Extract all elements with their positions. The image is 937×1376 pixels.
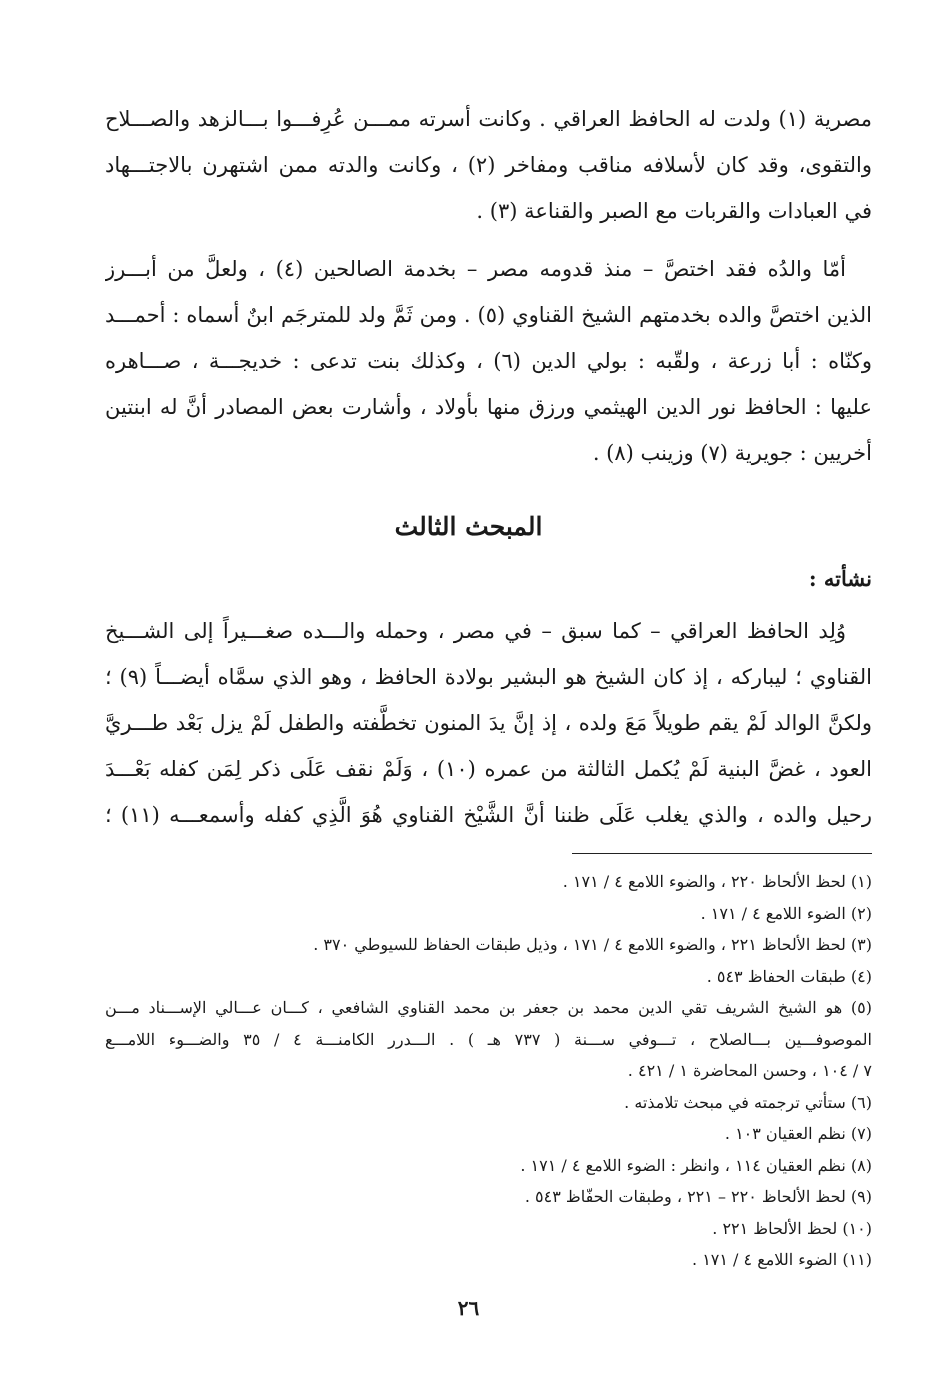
paragraph-father (105, 246, 872, 476)
text-line: أخريين : جويرية (٧) وزينب (٨) . (592, 441, 872, 465)
text-line: وُلِد الحافظ العراقي – كما سبق – في مصر ، وحمله والـــده صغـــيراً إلى الشـــيخ (105, 619, 846, 643)
footnote: (١) لحظ الألحاظ ٢٢٠ ، والضوء اللامع ٤ / ١٧١ . (562, 872, 872, 891)
text-line: والتقوى، وقد كان لأسلافه مناقب ومفاخر (٢) ، وكانت والدته ممن اشتهرن بالاجتـــهاد (105, 153, 872, 177)
footnote: (٣) لحظ الألحاظ ٢٢١ ، والضوء اللامع ٤ / ١٧١ ، وذيل طبقات الحفاظ للسيوطي ٣٧٠ . (313, 935, 872, 954)
page-number: ٢٦ (457, 1296, 480, 1320)
text-line: ولكنَّ الوالد لَمْ يقم طويلاً مَعَ ولده ، إذ إنَّ يدَ المنون تخطَّفته والطفل لَمْ يزل بَعْد طـــريَّ (105, 711, 872, 735)
text-line: رحيل والده ، والذي يغلب عَلَى ظننا أنَّ الشَّيْخ القناوي هُوَ الَّذِي كفله وأسمعـــه (١١) ؛ (105, 803, 872, 827)
footnote: (٦) ستأتي ترجمته في مبحث تلامذته . (624, 1092, 872, 1112)
text-line: عليها : الحافظ نور الدين الهيثمي ورزق منها بأولاد ، وأشارت بعض المصادر أنَّ له ابنتين (105, 395, 872, 419)
text-line: وكنّاه : أبا زرعة ، ولقّبه : بولي الدين (٦) ، وكذلك بنت تدعى : خديجـــة ، صـــاهره (105, 349, 872, 373)
footnote-separator (572, 853, 872, 854)
footnote: (٢) الضوء اللامع ٤ / ١٧١ . (700, 903, 872, 923)
footnote: (٨) نظم العقيان ١١٤ ، وانظر : الضوء اللامع ٤ / ١٧١ . (520, 1155, 872, 1175)
footnote: (١٠) لحظ الألحاظ ٢٢١ . (712, 1218, 872, 1238)
paragraph-family (105, 96, 872, 234)
text-line: القناوي ؛ ليباركه ، إذ كان الشيخ هو البشير بولادة الحافظ ، وهو الذي سمَّاه أيضـــاً (٩) ؛ (105, 665, 872, 689)
footnote-continuation: ٧ / ١٠٤ ، وحسن المحاضرة ١ / ٤٢١ . (627, 1061, 872, 1080)
footnote: (٥) هو الشيخ الشريف تقي الدين محمد بن جعفر بن محمد القناوي الشافعي ، كـــان عـــالي الإســـناد مـــن (105, 998, 872, 1017)
footnote-continuation: الموصوفـــين بـــالصلاح ، تـــوفي ســـنة ( ٧٣٧ هـ ) . الـــدرر الكامنـــة ٤ / ٣٥ والضـــوء اللامـــع (105, 1029, 872, 1049)
footnote: (٤) طبقات الحفاظ ٥٤٣ . (706, 966, 872, 986)
footnote: (٧) نظم العقيان ١٠٣ . (724, 1124, 872, 1143)
paragraph-upbringing (105, 608, 872, 838)
subheading: نشأته : (808, 566, 872, 591)
footnotes (105, 866, 872, 1276)
footnote: (١١) الضوء اللامع ٤ / ١٧١ . (692, 1250, 872, 1269)
footnote: (٩) لحظ الألحاظ ٢٢٠ – ٢٢١ ، وطبقات الحفّاظ ٥٤٣ . (524, 1187, 872, 1206)
text-line: في العبادات والقربات مع الصبر والقناعة (٣) . (476, 199, 872, 223)
text-line: العود ، غضَّ البنية لَمْ يُكمل الثالثة من عمره (١٠) ، وَلَمْ نقف عَلَى ذكر لِمَن كفله بَعْـــدَ (105, 757, 872, 781)
text-line: أمّا والدُه فقد اختصَّ – منذ قدومه مصر – بخدمة الصالحين (٤) ، ولعلَّ من أبـــرز (105, 257, 846, 281)
text-line: الذين اختصَّ والده بخدمتهم الشيخ القناوي (٥) . ومن ثَمَّ ولد للمترجَم ابنٌ أسماه : أحمـــد (105, 303, 872, 327)
text-line: مصرية (١) ولدت له الحافظ العراقي . وكانت أسرته ممـــن عُرِفـــوا بـــالزهد والصـــلاح (105, 107, 872, 131)
section-title: المبحث الثالث (394, 512, 543, 541)
